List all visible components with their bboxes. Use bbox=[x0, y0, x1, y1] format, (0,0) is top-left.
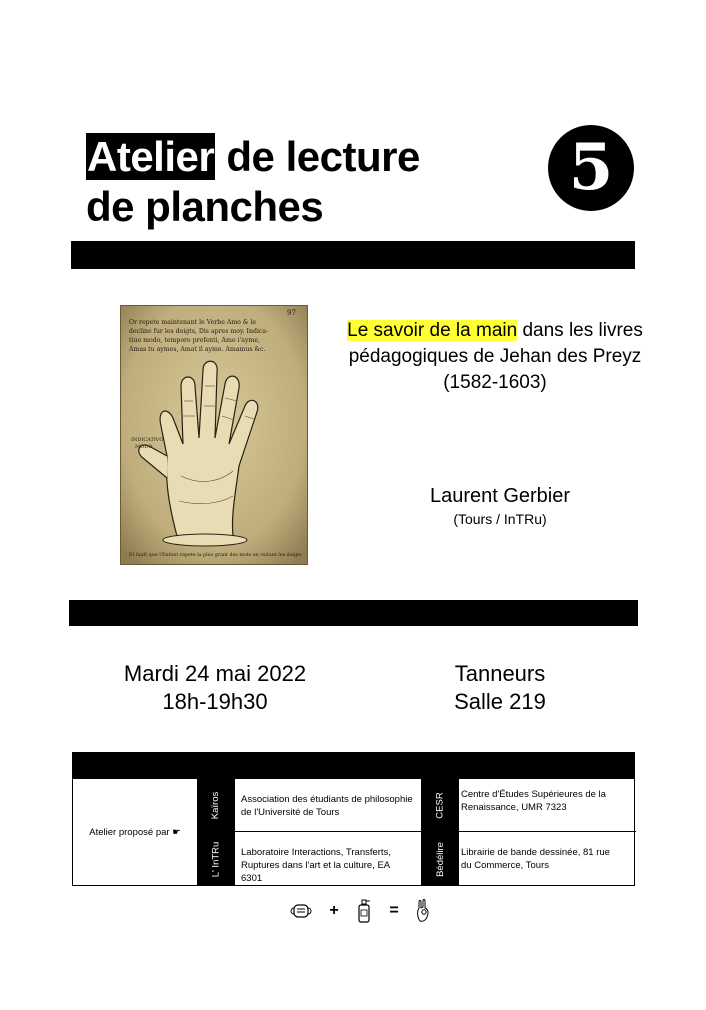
partner-tab-intru: L' InTRu bbox=[197, 832, 235, 886]
partners-row-divider bbox=[197, 831, 636, 832]
page-title bbox=[86, 132, 506, 232]
partners-table bbox=[72, 752, 635, 886]
plate-text-line2: decline fur les doigts, Dis apres moy. Indica- bbox=[129, 328, 269, 335]
talk-title bbox=[340, 318, 650, 396]
speaker-name: Laurent Gerbier bbox=[429, 485, 571, 507]
plate-text-line4: Amas tu aymes, Amat il ayme. Amamus &c. bbox=[129, 346, 266, 353]
hand-plate-illustration bbox=[120, 305, 308, 565]
face-mask-icon bbox=[290, 902, 312, 920]
ok-hand-icon bbox=[416, 899, 430, 923]
plate-text-line1: Or repete maintenant le Verbe Amo & le bbox=[129, 319, 256, 326]
partner-desc-kairos: Association des étudiants de philosophie de l'Université de Tours bbox=[241, 794, 413, 818]
plate-text-line3: tiuo modo, tempore prefenti, Amo i'ayme, bbox=[129, 337, 260, 344]
middle-divider-bar bbox=[69, 600, 638, 626]
partner-desc-bedelire: Librairie de bande dessinée, 81 rue du Commerce, Tours bbox=[461, 847, 610, 871]
talk-title-highlight: Le savoir de la main bbox=[347, 320, 518, 341]
plus-sign: + bbox=[329, 902, 339, 919]
event-building: Tanneurs bbox=[454, 661, 546, 686]
top-divider-bar bbox=[71, 241, 635, 269]
event-date: Mardi 24 mai 2022 bbox=[123, 661, 307, 686]
event-location-block bbox=[420, 660, 580, 716]
proposed-by-label: Atelier proposé par ☛ bbox=[89, 827, 181, 838]
equals-sign: = bbox=[389, 902, 399, 919]
plate-page-number: 97 bbox=[287, 309, 296, 317]
partner-tab-cesr: CESR bbox=[421, 779, 459, 831]
title-line2: de planches bbox=[86, 183, 324, 230]
title-highlighted-word: Atelier bbox=[87, 133, 215, 180]
hand-sanitizer-icon bbox=[356, 899, 372, 923]
session-number-badge: 5 bbox=[548, 125, 634, 211]
event-time: 18h-19h30 bbox=[162, 689, 268, 714]
event-room: Salle 219 bbox=[454, 689, 546, 714]
svg-text:INDICATIVO: INDICATIVO bbox=[131, 437, 164, 443]
partner-desc-cesr: Centre d'Études Supérieures de la Renaissance, UMR 7323 bbox=[461, 789, 606, 813]
talk-title-rest: dans les livres pédagogiques de Jehan des Preyz (1582-1603) bbox=[348, 320, 643, 393]
health-rules-row bbox=[290, 898, 430, 924]
partner-desc-intru: Laboratoire Interactions, Transferts, Ruptures dans l'art et la culture, EA 6301 bbox=[241, 847, 391, 884]
partners-table-header-bar bbox=[73, 753, 634, 779]
partner-tab-kairos: Kaïros bbox=[197, 779, 235, 831]
speaker-affiliation: (Tours / InTRu) bbox=[453, 511, 547, 527]
plate-caption: Et fault que l'Enfant repete la plus grant des mots en vsitant les doigts bbox=[129, 553, 302, 558]
title-line1-rest: de lecture bbox=[215, 133, 420, 180]
svg-text:MODO.: MODO. bbox=[135, 444, 154, 450]
event-date-block bbox=[110, 660, 320, 716]
partner-tab-bedelire: Bédélire bbox=[421, 832, 459, 886]
